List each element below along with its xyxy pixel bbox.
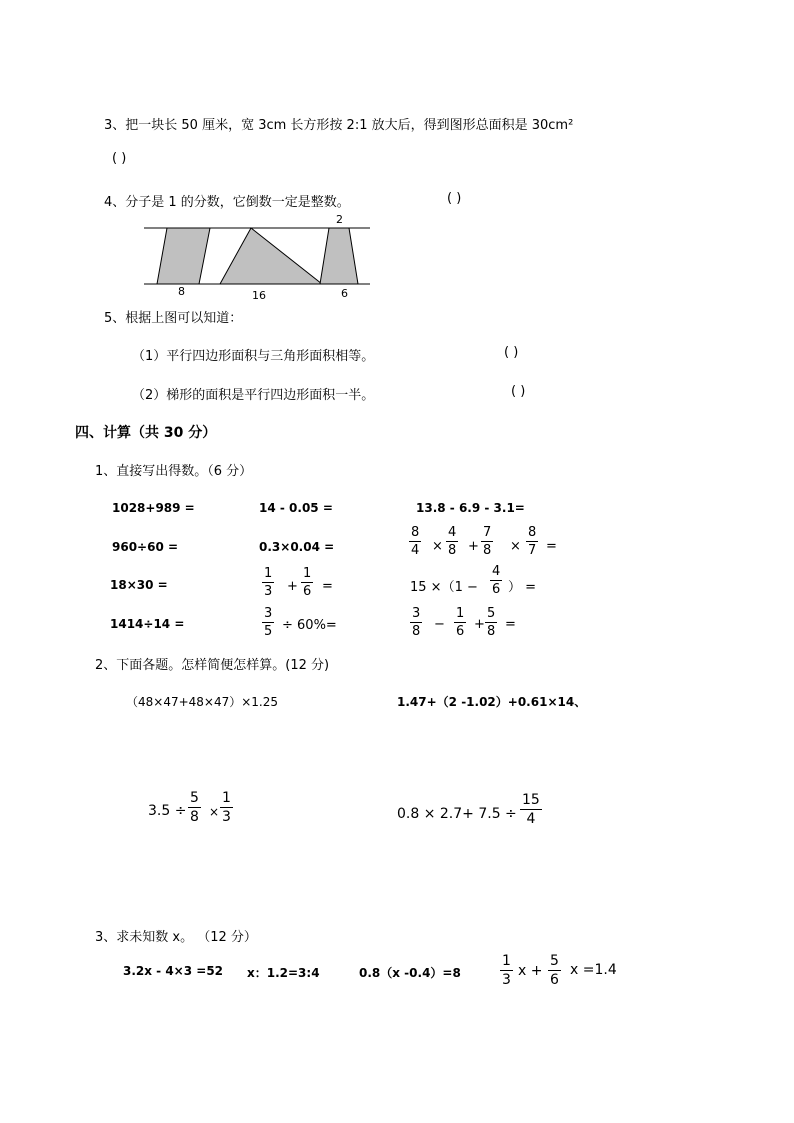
calc-r3c3-prefix: 15 ×（1 −	[410, 580, 478, 595]
fraction: $\frac{1}{3}$	[264, 566, 273, 599]
calc-r1c3: 13.8 - 6.9 - 3.1=	[416, 501, 525, 515]
expr-4-prefix: 0.8 × 2.7+ 7.5 ÷	[397, 806, 517, 822]
fraction: $\frac{7}{8}$	[483, 525, 492, 558]
label-top-2: 2	[336, 213, 343, 226]
trapezoid-shape	[320, 228, 358, 284]
times-sign: ×	[510, 539, 521, 554]
parallelogram-shape	[157, 228, 210, 284]
part-3-title: 3、求未知数 x。 （12 分）	[95, 930, 257, 945]
section-heading: 四、计算（共 30 分）	[75, 425, 217, 441]
answer-paren-q5-2[interactable]: ( )	[511, 384, 526, 399]
fraction: $\frac{1}{3}$	[222, 790, 231, 825]
label-base-16: 16	[252, 289, 266, 302]
calc-r2c2: 0.3×0.04 =	[259, 540, 335, 554]
fraction: $\frac{5}{6}$	[550, 953, 559, 988]
answer-paren-q3[interactable]: ( )	[112, 151, 127, 166]
part-1-title: 1、直接写出得数。（6 分）	[95, 464, 253, 479]
fraction: $\frac{1}{6}$	[303, 566, 312, 599]
question-5-1: （1）平行四边形面积与三角形面积相等。	[132, 349, 375, 364]
question-3: 3、把一块长 50 厘米，宽 3cm 长方形按 2:1 放大后，得到图形总面积是 30cm²	[104, 118, 574, 133]
answer-paren-q5-1[interactable]: ( )	[504, 345, 519, 360]
plus-sign: +	[287, 579, 298, 594]
answer-paren-q4[interactable]: ( )	[447, 191, 462, 206]
question-5-2: （2）梯形的面积是平行四边形面积一半。	[132, 388, 375, 403]
part-2-title: 2、下面各题。怎样简便怎样算。(12 分)	[95, 658, 330, 673]
triangle-shape	[220, 228, 322, 284]
fraction: $\frac{1}{3}$	[502, 953, 511, 988]
fraction: $\frac{8}{4}$	[411, 525, 420, 558]
calc-r3c1: 18×30 =	[110, 578, 168, 592]
equals-sign: =	[546, 539, 557, 554]
equation-1: 3.2x - 4×3 =52	[123, 964, 224, 978]
fraction: $\frac{5}{8}$	[487, 606, 496, 639]
fraction: $\frac{8}{7}$	[528, 525, 537, 558]
fraction: $\frac{4}{6}$	[492, 564, 501, 597]
equation-4-suffix: x =1.4	[570, 962, 617, 978]
calc-r2c1: 960÷60 =	[112, 540, 179, 554]
question-4: 4、分子是 1 的分数，它倒数一定是整数。	[104, 195, 350, 210]
times-sign: ×	[432, 539, 443, 554]
times-sign: ×	[209, 805, 220, 819]
expr-1: （48×47+48×47）×1.25	[126, 695, 279, 709]
fraction: $\frac{15}{4}$	[522, 792, 540, 827]
fraction: $\frac{4}{8}$	[448, 525, 457, 558]
equation-3: 0.8（x -0.4）=8	[359, 966, 461, 980]
minus-sign: −	[434, 617, 445, 632]
plus-sign: +	[468, 539, 479, 554]
fraction: $\frac{5}{8}$	[190, 790, 199, 825]
calc-r3c3-suffix: ） =	[508, 580, 537, 595]
label-base-6: 6	[341, 287, 348, 300]
fraction: $\frac{1}{6}$	[456, 606, 465, 639]
question-5: 5、根据上图可以知道：	[104, 311, 243, 326]
equation-4-middle: x +	[518, 963, 543, 979]
equation-2: x：1.2=3:4	[247, 966, 320, 980]
calc-r1c1: 1028+989 =	[112, 501, 195, 515]
plus-sign: +	[474, 617, 485, 632]
label-base-8: 8	[178, 285, 185, 298]
fraction: $\frac{3}{5}$	[264, 606, 273, 639]
calc-r4c2-suffix: ÷ 60%=	[282, 618, 337, 633]
calc-r1c2: 14 - 0.05 =	[259, 501, 333, 515]
equals-sign: =	[505, 617, 516, 632]
equals-sign: =	[322, 579, 333, 594]
calc-r4c1: 1414÷14 =	[110, 617, 185, 631]
expr-2: 1.47+（2 -1.02）+0.61×14、	[397, 695, 587, 709]
fraction: $\frac{3}{8}$	[412, 606, 421, 639]
expr-3-prefix: 3.5 ÷	[148, 803, 187, 819]
